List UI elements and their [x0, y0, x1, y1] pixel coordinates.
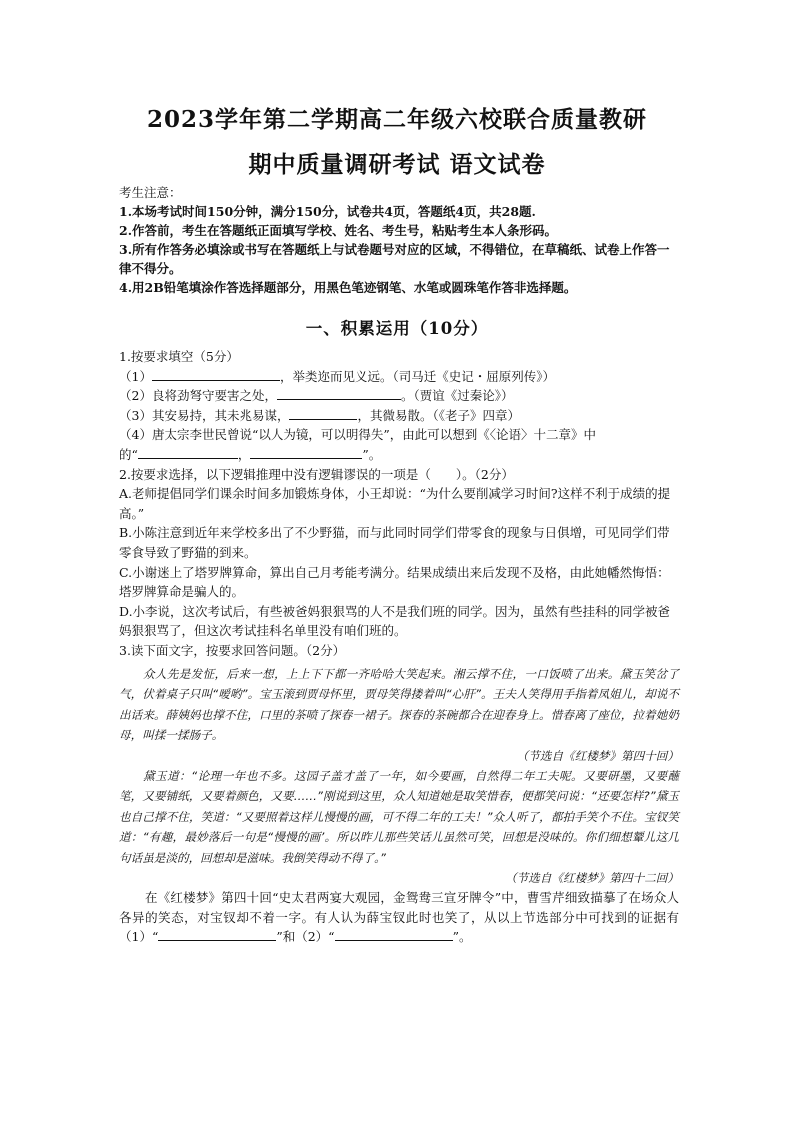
- q2-option-a: A.老师提倡同学们课余时间多加锻炼身体，小王却说：“为什么要削减学习时间?这样不利于成绩的提高。”: [119, 486, 671, 521]
- questions-body: [119, 347, 679, 947]
- candidate-notice: [119, 183, 679, 297]
- q1-item-3: [119, 406, 679, 426]
- q1-item-3-source: ，其微易散。（《老子》四章）: [357, 407, 520, 423]
- q3-stem: 3.读下面文字，按要求回答问题。（2分）: [119, 642, 346, 658]
- q1-item-4-comma: ，: [237, 446, 251, 462]
- answer-blank[interactable]: [289, 406, 357, 420]
- q2-stem: 2.按要求选择，以下逻辑推理中没有逻辑谬误的一项是（ ）。（2分）: [119, 466, 514, 482]
- q3-excerpt-2: 黛玉道：“论理一年也不多。这园子盖才盖了一年，如今要画，自然得二年工夫呢。又要研墨，又要蘸笔，又要铺纸，又要着颜色，又要……”刚说到这里，众人知道她是取笑惜春，便都笑问说：“还要怎样?”黛玉也自己撑不住，笑道：“又要照着这样儿慢慢的画，可不得二年的工夫！”众人听了，都拍手笑个不住。宝钗笑道：“有趣，最妙落后一句是“慢慢的画’。所以昨儿那些笑话儿虽然可笑，回想是没味的。你们细想颦儿这几句话虽是淡的，回想却是滋味。我倒笑得动不得了。”: [119, 768, 679, 865]
- q1-item-1-prefix: （1）: [119, 368, 152, 384]
- answer-blank[interactable]: [277, 386, 401, 400]
- notice-item: 1.本场考试时间150分钟，满分150分，试卷共4页，答题纸4页，共28题.: [119, 204, 536, 219]
- q3-source-2: （节选自《红楼梦》第四十二回）: [505, 871, 679, 885]
- q3-source-1: （节选自《红楼梦》第四十回）: [516, 748, 679, 763]
- notice-item: 2.作答前，考生在答题纸正面填写学校、姓名、考生号，粘贴考生本人条形码。: [119, 223, 558, 238]
- q2-option-c: C.小谢迷上了塔罗牌算命，算出自己月考能考满分。结果成绩出来后发现不及格，由此她幡然悔悟：塔罗牌算命是骗人的。: [119, 564, 670, 600]
- q3-question: [119, 888, 679, 947]
- q1-item-2: [119, 386, 679, 406]
- q1-item-2-text: （2）良将劲弩守要害之处，: [119, 388, 277, 404]
- answer-blank[interactable]: [138, 445, 238, 459]
- q3-question-end: ”。: [452, 929, 472, 945]
- q3-question-mid: ”和（2）“: [276, 929, 335, 945]
- q1-stem: 1.按要求填空（5分）: [119, 349, 239, 364]
- answer-blank[interactable]: [335, 927, 453, 941]
- q2-option-b: B.小陈注意到近年来学校多出了不少野猫，而与此同时同学们带零食的现象与日俱增，可见同学们带零食导致了野猫的到来。: [119, 525, 670, 560]
- exam-title-line1: 2023学年第二学期高二年级六校联合质量教研: [146, 106, 647, 133]
- q1-item-3-text: （3）其安易持，其未兆易谋，: [119, 407, 290, 423]
- answer-blank[interactable]: [158, 927, 276, 941]
- q1-item-4-answer: [119, 445, 679, 465]
- q3-excerpt-1: 众人先是发怔，后来一想，上上下下都一齐哈哈大笑起来。湘云撑不住，一口饭喷了出来。黛玉笑岔了气，伏着桌子只叫“嗳哟”。宝玉滚到贾母怀里，贾母笑得搂着叫“心肝”。王夫人笑得用手指着凤姐儿，却说不出话来。薛姨妈也撑不住，口里的茶喷了探春一裙子。探春的茶碗都合在迎春身上。惜春离了座位，拉着她奶母，叫揉一揉肠子。: [119, 666, 679, 742]
- q1-item-1-text: ，举类迩而见义远。（司马迁《史记・屈原列传》）: [279, 368, 555, 384]
- answer-blank[interactable]: [152, 367, 280, 381]
- answer-blank[interactable]: [250, 445, 362, 459]
- q3-question-text: 在《红楼梦》第四十回“史太君两宴大观园，金鸳鸯三宣牙牌令”中，曹雪芹细致描摹了在场众人各异的笑态，对宝钗却不着一字。有人认为薛宝钗此时也笑了，从以上节选部分中可找到的证据有（1）“: [119, 890, 679, 945]
- notice-item: 4.用2B铅笔填涂作答选择题部分，用黑色笔迹钢笔、水笔或圆珠笔作答非选择题。: [119, 280, 577, 295]
- section-title: 一、积累运用（10分）: [305, 319, 489, 338]
- q1-item-4-prefix: 的“: [119, 446, 138, 462]
- q1-item-4-suffix: ”。: [362, 446, 382, 462]
- q1-item-2-source: 。（贾谊《过秦论》）: [400, 388, 514, 404]
- q2-option-d: D.小李说，这次考试后，有些被爸妈狠狠骂的人不是我们班的同学。因为，虽然有些挂科的同学被爸妈狠狠骂了，但这次考试挂科名单里没有咱们班的。: [119, 603, 671, 639]
- notice-heading: 考生注意：: [119, 185, 182, 200]
- q1-item-1: [119, 367, 679, 387]
- q1-item-4: （4）唐太宗李世民曾说“以人为镜，可以明得失”，由此可以想到《〈论语〉十二章》中: [119, 427, 596, 443]
- exam-title-line2: 期中质量调研考试 语文试卷: [248, 151, 546, 178]
- notice-item: 3.所有作答务必填涂或书写在答题纸上与试卷题号对应的区域，不得错位，在草稿纸、试卷上作答一律不得分。: [119, 242, 670, 276]
